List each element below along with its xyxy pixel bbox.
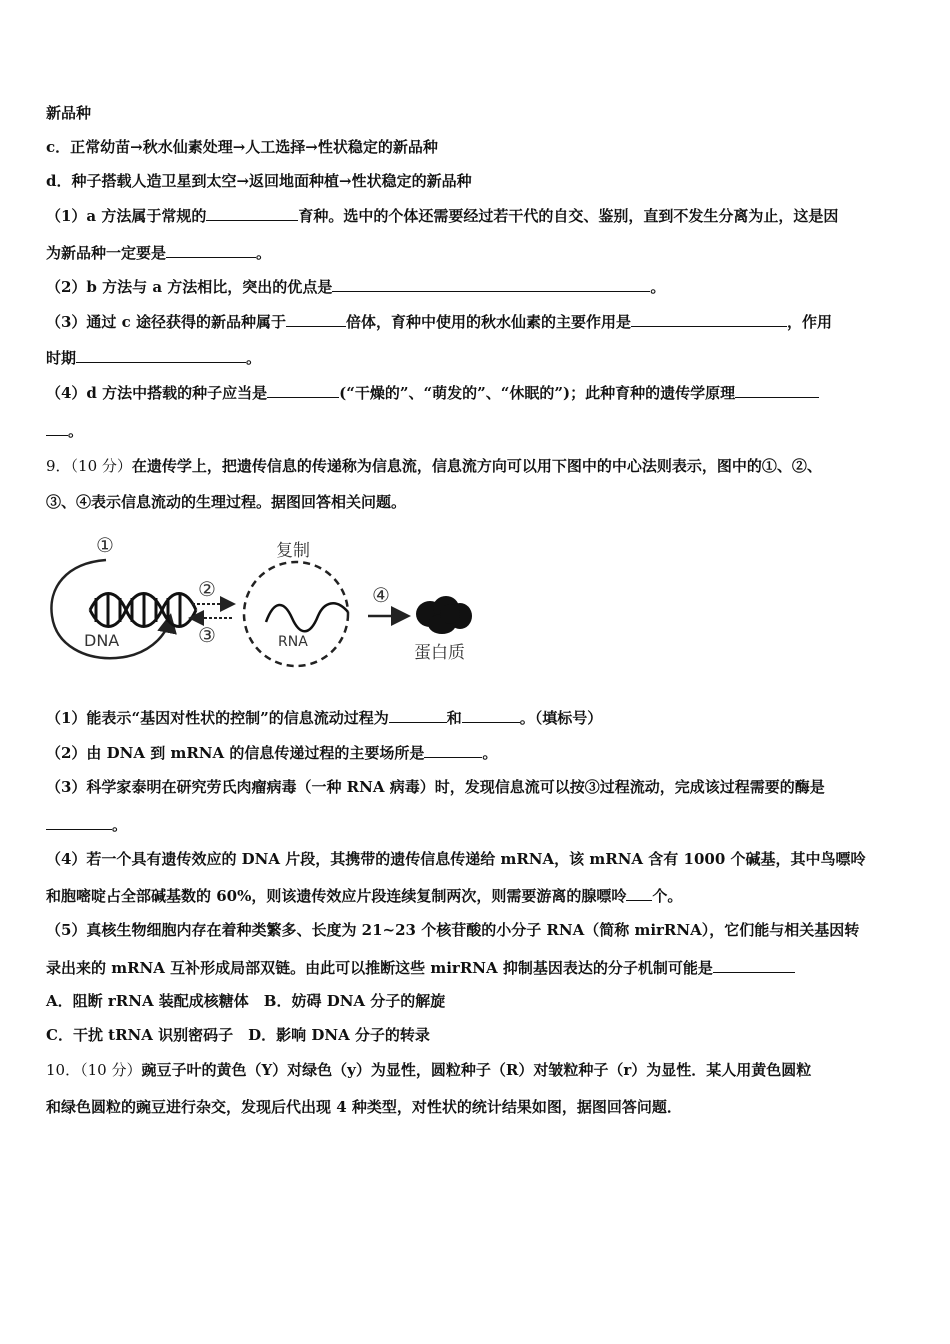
answer-blank[interactable]	[332, 277, 650, 292]
answer-blank[interactable]	[713, 958, 795, 973]
answer-blank[interactable]	[166, 243, 256, 258]
answer-blank[interactable]	[267, 383, 339, 398]
q9-options-ab: A．阻断 rRNA 装配成核糖体 B．妨碍 DNA 分子的解旋	[46, 992, 446, 1010]
q9-part4-line2: 和胞嘧啶占全部碱基数的 60%，则该遗传效应片段连续复制两次，则需要游离的腺嘌呤 个。	[46, 887, 683, 905]
dna-helix-icon	[90, 594, 196, 627]
rna-replication-circle	[244, 562, 348, 666]
q8-part4-line2: 。	[46, 421, 83, 441]
q9-options-cd: C．干扰 tRNA 识别密码子 D．影响 DNA 分子的转录	[46, 1026, 430, 1044]
q8-part3-line2: 时期 。	[46, 349, 262, 367]
answer-blank[interactable]	[735, 383, 819, 398]
line-new-variety: 新品种	[46, 104, 92, 122]
q9-part3-line1: （3）科学家泰明在研究劳氏肉瘤病毒（一种 RNA 病毒）时，发现信息流可以按③过程流动，完成该过程需要的酶是	[46, 778, 825, 796]
dna-label: DNA	[84, 631, 120, 650]
process-2-label: ②	[198, 577, 216, 601]
q8-part1-line2: 为新品种一定要是 。	[46, 244, 272, 262]
q9-stem-line1: 9．（10 分）在遗传学上，把遗传信息的传递称为信息流，信息流方向可以用下图中的中心法则表示，图中的①、②、	[46, 457, 822, 475]
answer-blank[interactable]	[206, 206, 298, 221]
answer-blank[interactable]	[286, 312, 346, 327]
q9-part4-line1: （4）若一个具有遗传效应的 DNA 片段，其携带的遗传信息传递给 mRNA，该 mRNA 含有 1000 个碱基，其中鸟嘌呤	[46, 850, 866, 868]
answer-blank[interactable]	[631, 312, 787, 327]
central-dogma-diagram	[46, 528, 486, 668]
rna-strand-icon	[266, 603, 348, 631]
option-c: c．正常幼苗→秋水仙素处理→人工选择→性状稳定的新品种	[46, 138, 438, 156]
q9-part2: （2）由 DNA 到 mRNA 的信息传递过程的主要场所是 。	[46, 744, 498, 762]
protein-label: 蛋白质	[414, 643, 465, 663]
q9-stem-line2: ③、④表示信息流动的生理过程。据图回答相关问题。	[46, 493, 407, 511]
answer-blank[interactable]	[389, 708, 447, 723]
answer-blank[interactable]	[462, 708, 520, 723]
q8-part1-line1: （1）a 方法属于常规的 育种。选中的个体还需要经过若干代的自交、鉴别，直到不发生分离为止，这是因	[46, 207, 839, 225]
process-3-label: ③	[198, 623, 216, 647]
answer-blank[interactable]	[76, 348, 246, 363]
answer-blank[interactable]	[46, 421, 68, 436]
q9-part5-line2: 录出来的 mRNA 互补形成局部双链。由此可以推断这些 mirRNA 抑制基因表达的分子机制可能是	[46, 958, 795, 978]
q8-part3-line1: （3）通过 c 途径获得的新品种属于 倍体，育种中使用的秋水仙素的主要作用是 ，作用	[46, 313, 833, 331]
q9-part1: （1）能表示“基因对性状的控制”的信息流动过程为 和 。（填标号）	[46, 709, 603, 727]
answer-blank[interactable]	[626, 886, 652, 901]
answer-blank[interactable]	[46, 815, 112, 830]
protein-icon	[416, 596, 472, 634]
q8-part2: （2）b 方法与 a 方法相比，突出的优点是 。	[46, 278, 666, 296]
q9-part3-line2: 。	[46, 815, 127, 835]
q8-part4-line1: （4）d 方法中搭载的种子应当是 (“干燥的”、“萌发的”、“休眠的”)；此种育种的遗传学原理	[46, 383, 819, 403]
q10-stem-line1: 10．（10 分）豌豆子叶的黄色（Y）对绿色（y）为显性，圆粒种子（R）对皱粒种子（r）为显性．某人用黄色圆粒	[46, 1061, 812, 1079]
q10-stem-line2: 和绿色圆粒的豌豆进行杂交，发现后代出现 4 种类型，对性状的统计结果如图，据图回答问题．	[46, 1098, 682, 1116]
replication-label: 复制	[276, 541, 310, 561]
answer-blank[interactable]	[424, 743, 482, 758]
q9-part5-line1: （5）真核生物细胞内存在着种类繁多、长度为 21~23 个核苷酸的小分子 RNA（简称 mirRNA），它们能与相关基因转	[46, 921, 860, 939]
option-d: d．种子搭载人造卫星到太空→返回地面种植→性状稳定的新品种	[46, 172, 472, 190]
rna-label: RNA	[278, 634, 308, 650]
process-4-label: ④	[372, 583, 390, 607]
process-1-label: ①	[96, 533, 114, 557]
